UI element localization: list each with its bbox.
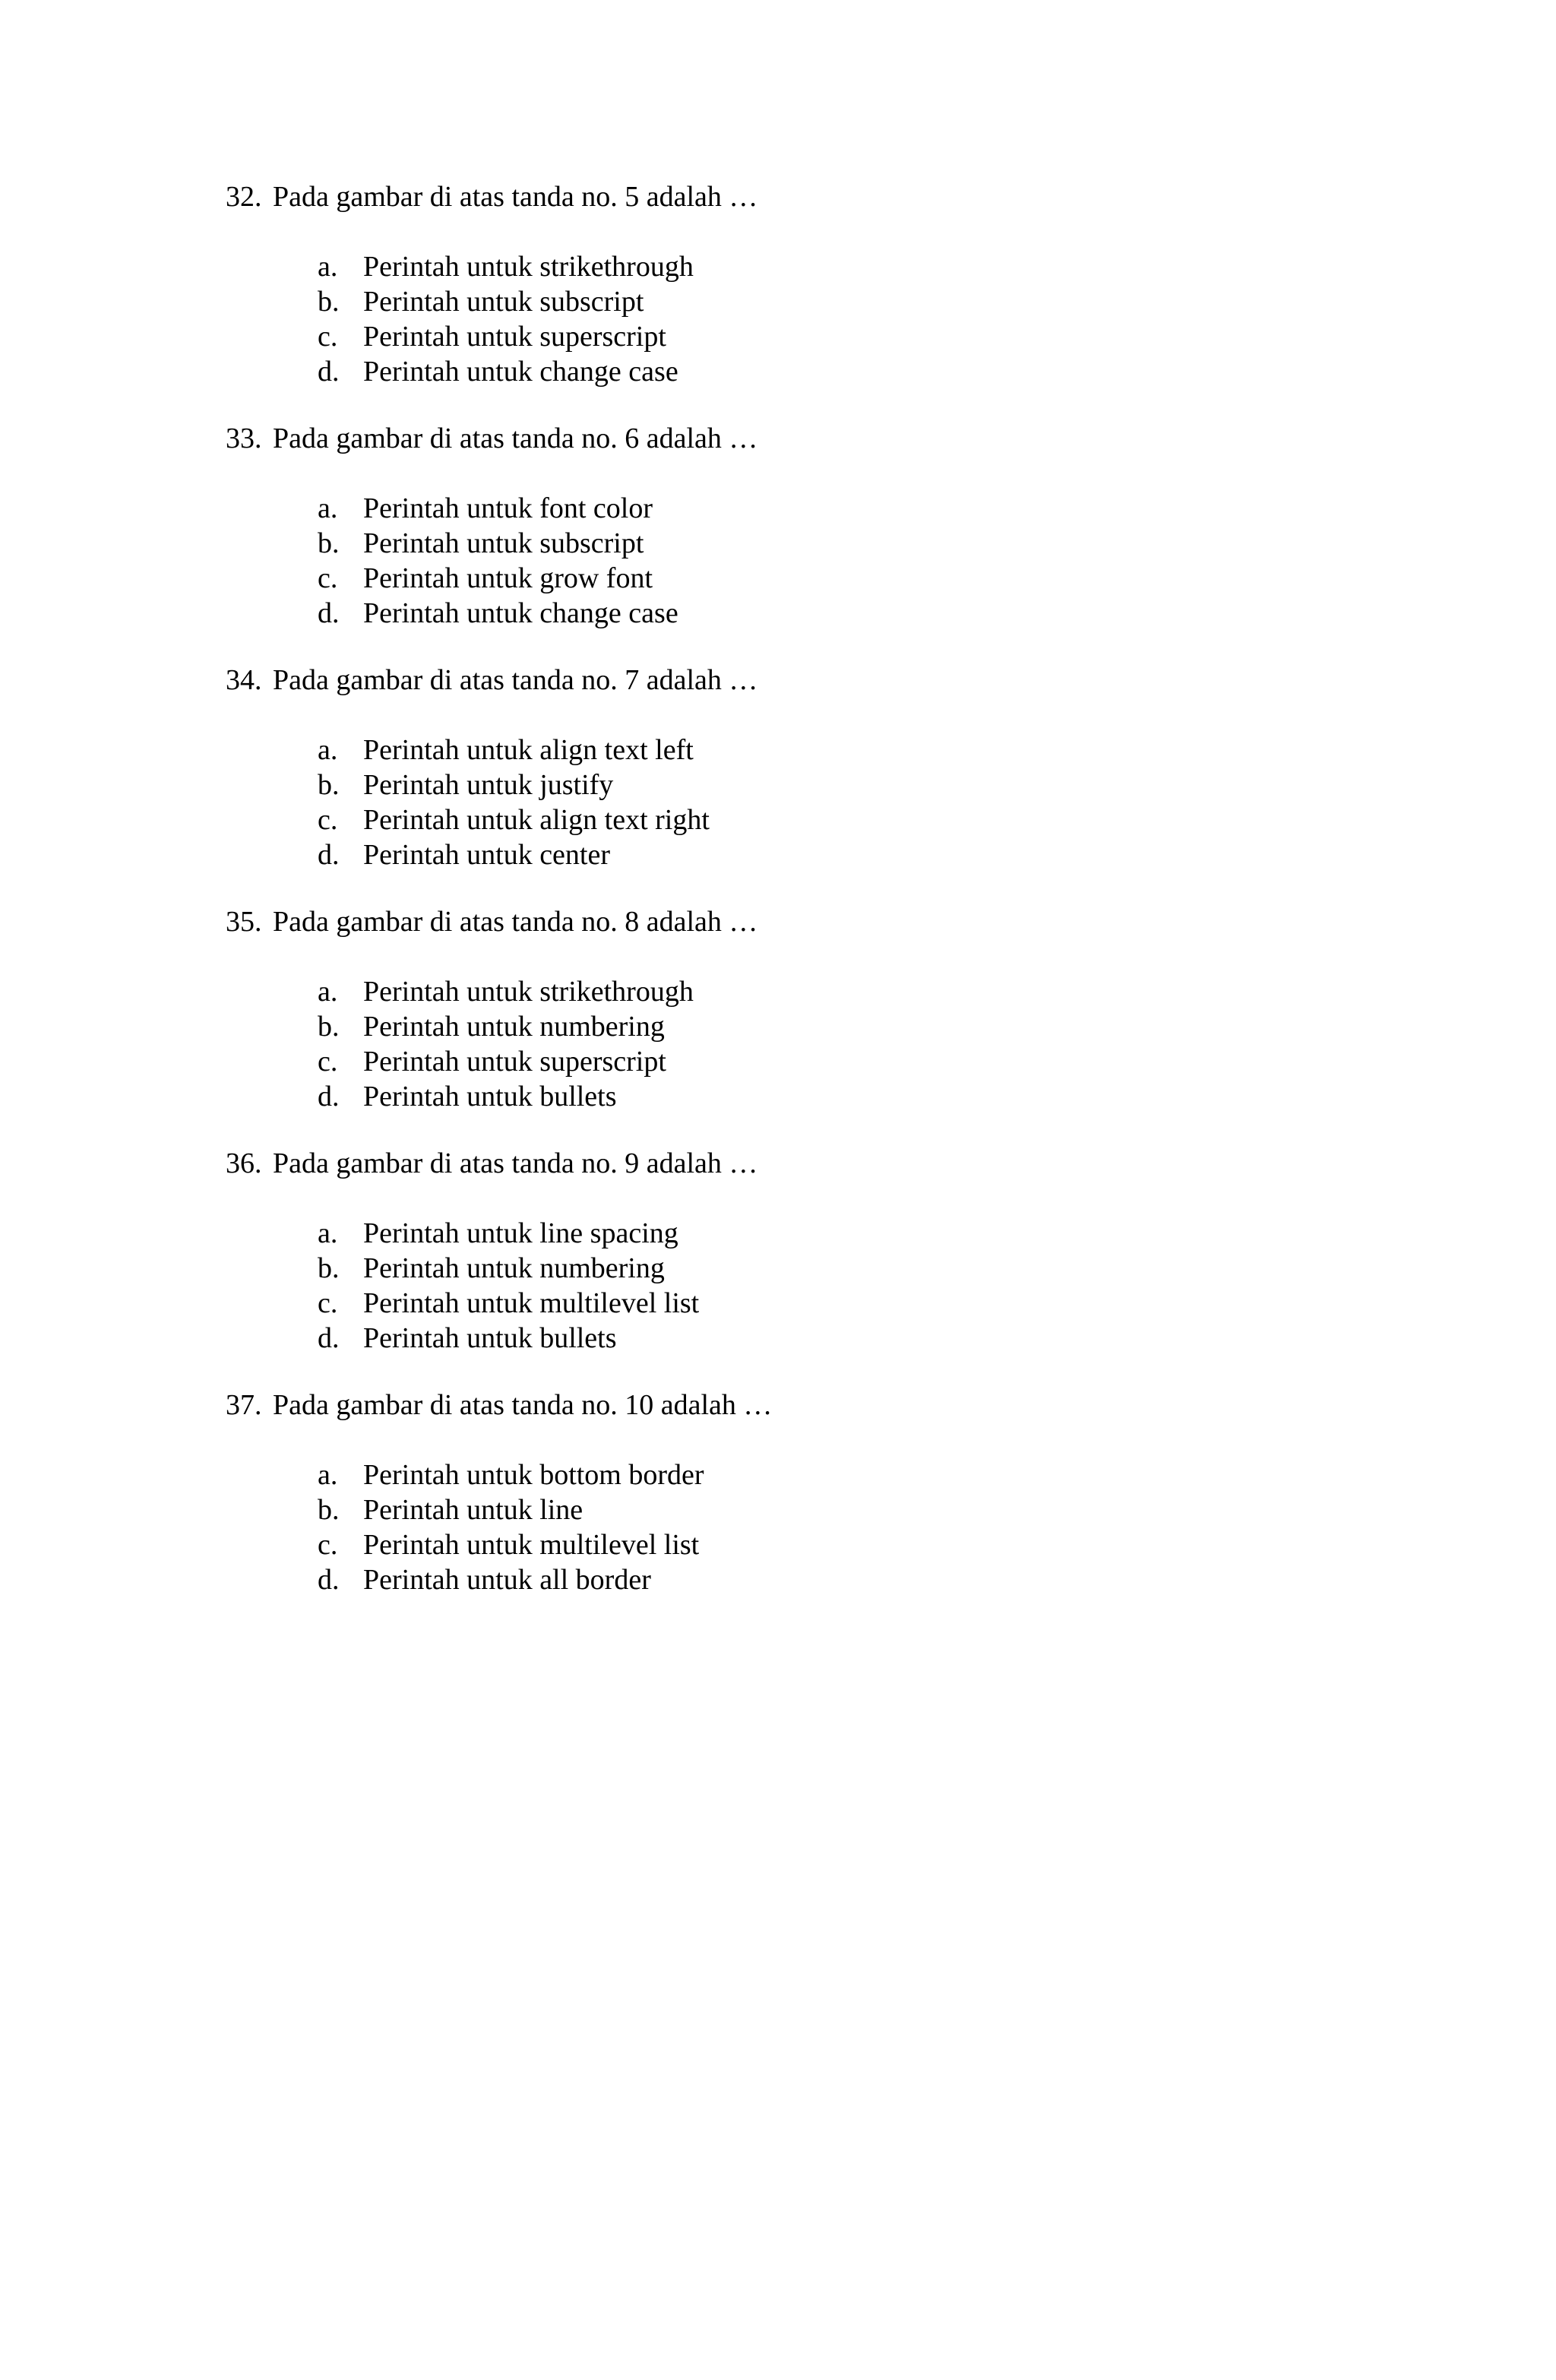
option-text: Perintah untuk bottom border — [363, 1459, 704, 1491]
question-37 — [226, 1388, 1365, 1597]
answer-option-c — [318, 1527, 1365, 1562]
option-letter: a. — [318, 734, 338, 766]
option-text: Perintah untuk multilevel list — [363, 1287, 700, 1319]
answer-option-b — [318, 767, 1365, 802]
option-text: Perintah untuk grow font — [363, 562, 653, 594]
question-text: Pada gambar di atas tanda no. 6 adalah … — [273, 423, 758, 454]
answer-option-b — [318, 284, 1365, 319]
answer-option-d — [318, 837, 1365, 872]
answer-option-c — [318, 319, 1365, 354]
option-letter: a. — [318, 1217, 338, 1249]
option-text: Perintah untuk font color — [363, 492, 653, 524]
answer-option-a — [318, 733, 1365, 767]
question-number: 33. — [226, 423, 262, 454]
question-list — [226, 179, 1365, 1629]
option-text: Perintah untuk justify — [363, 769, 614, 801]
question-text: Pada gambar di atas tanda no. 5 adalah … — [273, 181, 758, 213]
answer-options — [226, 1457, 1365, 1597]
question-32 — [226, 179, 1365, 389]
question-number: 37. — [226, 1389, 262, 1421]
answer-options — [226, 733, 1365, 872]
option-letter: b. — [318, 1011, 340, 1043]
option-text: Perintah untuk subscript — [363, 527, 644, 559]
option-letter: b. — [318, 1252, 340, 1284]
answer-option-c — [318, 1286, 1365, 1321]
option-letter: c. — [318, 562, 338, 594]
question-stem — [226, 179, 1365, 214]
answer-option-a — [318, 1216, 1365, 1251]
option-letter: a. — [318, 492, 338, 524]
option-text: Perintah untuk strikethrough — [363, 251, 694, 283]
answer-option-b — [318, 1251, 1365, 1286]
question-text: Pada gambar di atas tanda no. 8 adalah … — [273, 906, 758, 938]
option-letter: c. — [318, 1287, 338, 1319]
option-letter: d. — [318, 597, 340, 629]
option-text: Perintah untuk numbering — [363, 1011, 665, 1043]
answer-option-a — [318, 249, 1365, 284]
answer-options — [226, 249, 1365, 389]
option-letter: a. — [318, 251, 338, 283]
option-letter: b. — [318, 286, 340, 318]
answer-option-b — [318, 1009, 1365, 1044]
answer-option-d — [318, 1562, 1365, 1597]
option-text: Perintah untuk align text right — [363, 804, 710, 836]
answer-option-c — [318, 1044, 1365, 1079]
option-text: Perintah untuk bullets — [363, 1322, 617, 1354]
option-text: Perintah untuk center — [363, 839, 611, 871]
answer-option-d — [318, 596, 1365, 631]
option-letter: a. — [318, 1459, 338, 1491]
option-letter: d. — [318, 1564, 340, 1596]
answer-option-d — [318, 354, 1365, 389]
question-36 — [226, 1146, 1365, 1356]
option-letter: c. — [318, 1046, 338, 1078]
answer-option-b — [318, 526, 1365, 561]
option-letter: b. — [318, 1494, 340, 1526]
option-letter: d. — [318, 1322, 340, 1354]
option-text: Perintah untuk superscript — [363, 1046, 666, 1078]
option-letter: c. — [318, 1529, 338, 1561]
option-letter: b. — [318, 527, 340, 559]
answer-option-c — [318, 802, 1365, 837]
question-stem — [226, 663, 1365, 698]
answer-option-a — [318, 1457, 1365, 1492]
question-stem — [226, 1146, 1365, 1181]
option-text: Perintah untuk all border — [363, 1564, 651, 1596]
answer-options — [226, 974, 1365, 1114]
answer-options — [226, 491, 1365, 631]
option-text: Perintah untuk superscript — [363, 321, 666, 353]
option-text: Perintah untuk bullets — [363, 1081, 617, 1112]
question-34 — [226, 663, 1365, 872]
option-text: Perintah untuk line spacing — [363, 1217, 678, 1249]
option-text: Perintah untuk change case — [363, 597, 678, 629]
question-35 — [226, 904, 1365, 1114]
question-text: Pada gambar di atas tanda no. 9 adalah … — [273, 1147, 758, 1179]
question-text: Pada gambar di atas tanda no. 7 adalah … — [273, 664, 758, 696]
option-text: Perintah untuk change case — [363, 356, 678, 388]
question-number: 34. — [226, 664, 262, 696]
question-stem — [226, 421, 1365, 456]
question-stem — [226, 1388, 1365, 1423]
answer-option-a — [318, 491, 1365, 526]
answer-option-d — [318, 1321, 1365, 1356]
answer-option-b — [318, 1492, 1365, 1527]
option-letter: d. — [318, 839, 340, 871]
answer-option-d — [318, 1079, 1365, 1114]
option-letter: d. — [318, 1081, 340, 1112]
question-stem — [226, 904, 1365, 939]
question-33 — [226, 421, 1365, 631]
option-text: Perintah untuk numbering — [363, 1252, 665, 1284]
answer-option-c — [318, 561, 1365, 596]
option-letter: c. — [318, 321, 338, 353]
question-number: 35. — [226, 906, 262, 938]
option-text: Perintah untuk align text left — [363, 734, 694, 766]
question-number: 36. — [226, 1147, 262, 1179]
option-letter: c. — [318, 804, 338, 836]
question-text: Pada gambar di atas tanda no. 10 adalah … — [273, 1389, 773, 1421]
option-text: Perintah untuk strikethrough — [363, 976, 694, 1008]
option-letter: d. — [318, 356, 340, 388]
question-number: 32. — [226, 181, 262, 213]
option-text: Perintah untuk line — [363, 1494, 584, 1526]
option-letter: b. — [318, 769, 340, 801]
option-text: Perintah untuk multilevel list — [363, 1529, 700, 1561]
answer-options — [226, 1216, 1365, 1356]
option-text: Perintah untuk subscript — [363, 286, 644, 318]
option-letter: a. — [318, 976, 338, 1008]
answer-option-a — [318, 974, 1365, 1009]
